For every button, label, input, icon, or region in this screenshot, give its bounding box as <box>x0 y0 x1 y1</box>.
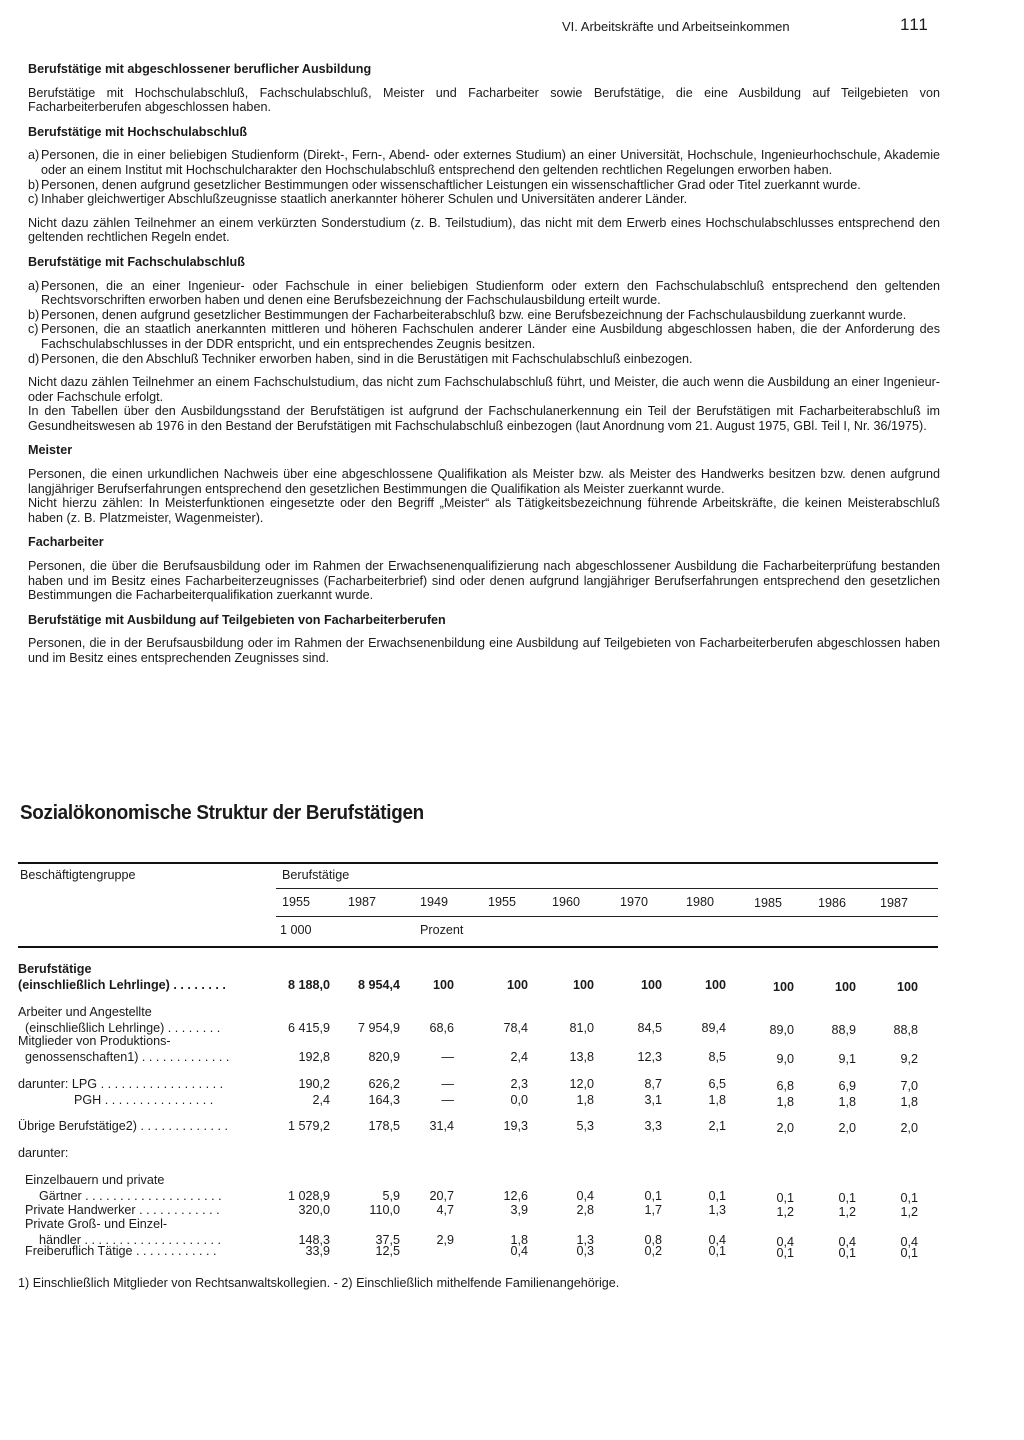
table-cell: 1,2 <box>900 1205 918 1219</box>
table-cell: 8 954,4 <box>357 978 400 992</box>
table-cell: 78,4 <box>503 1021 528 1035</box>
table-cell: 100 <box>432 978 454 992</box>
table-cell: 0,4 <box>510 1244 528 1258</box>
table-cell: 88,9 <box>831 1023 856 1037</box>
table-cell: 13,8 <box>569 1050 594 1064</box>
row-label: (einschließlich Lehrlinge) . . . . . . . . <box>18 1021 221 1035</box>
list-item-text: Personen, die den Abschluß Techniker erworben haben, sind in die Berustätigen mit Fachschulabschluß einbezogen. <box>41 351 693 366</box>
table-cell: 1,8 <box>708 1093 726 1107</box>
year-header: 1955 <box>488 895 517 909</box>
table-cell: 1,3 <box>708 1203 726 1217</box>
table-cell: 0,4 <box>576 1189 594 1203</box>
table-cell: 0,1 <box>838 1246 856 1260</box>
table-cell: 2,9 <box>436 1233 454 1247</box>
list-item <box>28 178 940 193</box>
table-cell: 3,3 <box>644 1119 662 1133</box>
table-cell: 3,1 <box>644 1093 662 1107</box>
section-text: Personen, die einen urkundlichen Nachweis über eine abgeschlossene Qualifikation als Meister bzw. als Meister des Handwerks besitzen bzw. denen aufgrund langjähriger Berufserfahrungen entsprechend den gesetzlichen Bestimmungen die Qualifikation als Meister zuerkannt wurde. <box>28 467 940 496</box>
row-label: genossenschaften1) . . . . . . . . . . . . . <box>18 1050 230 1064</box>
table-cell: 0,1 <box>644 1189 662 1203</box>
table-cell: 110,0 <box>369 1203 400 1217</box>
table-cell: 6,8 <box>776 1079 794 1093</box>
section-title: Berufstätige mit Fachschulabschluß <box>28 254 245 269</box>
table-cell: 0,3 <box>576 1244 594 1258</box>
section-teilgebiete <box>28 613 940 666</box>
table-cell: 6,5 <box>708 1077 726 1091</box>
row-label: darunter: LPG . . . . . . . . . . . . . . . . . . <box>18 1077 224 1091</box>
table-cell: 0,1 <box>708 1189 726 1203</box>
table-cell: 1 579,2 <box>287 1119 330 1133</box>
table-footnote: 1) Einschließlich Mitglieder von Rechtsanwaltskollegien. - 2) Einschließlich mithelfende Familienangehörige. <box>18 1276 620 1290</box>
table-cell: 0,8 <box>644 1233 662 1247</box>
table-cell: 89,0 <box>769 1023 794 1037</box>
table-cell: 12,0 <box>569 1077 594 1091</box>
section-text: Berufstätige mit Hochschulabschluß, Fachschulabschluß, Meister und Facharbeiter sowie Berufstätige, die eine Ausbildung auf Teilgebieten von Facharbeiterberufen abgeschlossen haben. <box>28 85 940 115</box>
table-cell: 2,0 <box>776 1121 794 1135</box>
table-cell: 2,4 <box>510 1050 528 1064</box>
table-cell: 1 028,9 <box>287 1189 330 1203</box>
table-cell: 8,5 <box>708 1050 726 1064</box>
year-header: 1986 <box>818 896 847 910</box>
table-title: Sozialökonomische Struktur der Berufstätigen <box>20 801 424 824</box>
unit-percent: Prozent <box>420 923 464 937</box>
row-label: darunter: <box>18 1146 69 1160</box>
table-cell: 5,9 <box>382 1189 400 1203</box>
table-cell: 0,0 <box>510 1093 528 1107</box>
row-label: Private Groß- und Einzel- <box>18 1217 168 1231</box>
table-cell: 6 415,9 <box>287 1021 330 1035</box>
year-header: 1960 <box>552 895 581 909</box>
year-header: 1949 <box>420 895 449 909</box>
year-header: 1985 <box>754 896 783 910</box>
table-cell: 100 <box>834 980 856 994</box>
section-hochschule <box>28 125 940 245</box>
section-note: In den Tabellen über den Ausbildungsstand der Berufstätigen ist aufgrund der Fachschulanerkennung ein Teil der Berufstätigen mit Facharbeiterabschluß im Gesundheitswesen ab 1976 in den Bestand der Berufstätigen mit Fachschulabschluß einbezogen (laut Anordnung vom 21. August 1975, GBl. Teil I, Nr. 36/1975). <box>28 404 940 433</box>
table-cell: 81,0 <box>569 1021 594 1035</box>
table-cell: 12,3 <box>637 1050 662 1064</box>
list-marker: a) <box>28 148 40 163</box>
list-marker: c) <box>28 322 39 337</box>
section-facharbeiter <box>28 535 940 602</box>
header-bottom-rule <box>18 946 938 948</box>
year-header: 1987 <box>348 895 377 909</box>
table-cell: 100 <box>896 980 918 994</box>
row-label: Mitglieder von Produktions- <box>18 1034 171 1048</box>
table-cell: 1,8 <box>510 1233 528 1247</box>
header-rule <box>276 916 938 917</box>
table-cell: 100 <box>704 978 726 992</box>
header-rule <box>276 888 938 889</box>
table-cell: 164,3 <box>368 1093 400 1107</box>
section-meister <box>28 443 940 525</box>
table-cell: 12,6 <box>503 1189 528 1203</box>
section-fachschule <box>28 255 940 434</box>
table-cell: 2,1 <box>708 1119 726 1133</box>
table-cell: 820,9 <box>368 1050 400 1064</box>
table-cell: 3,9 <box>510 1203 528 1217</box>
section-text: Personen, die über die Berufsausbildung oder im Rahmen der Erwachsenenqualifizierung nach abgeschlossener Ausbildung die Facharbeiterprüfung bestanden haben und im Besitz eines Facharbeiterzeugnisses (Facharbeiterbrief) sind oder denen aufgrund langjähriger Berufserfahrungen entsprechend den gesetzlichen Bestimmungen die Facharbeiterqualifikation zuerkannt wurde. <box>28 559 940 603</box>
list-marker: d) <box>28 351 40 366</box>
list-marker: b) <box>28 177 40 192</box>
table-cell: 1,2 <box>838 1205 856 1219</box>
table-cell: 9,2 <box>900 1052 918 1066</box>
table-cell: 1,2 <box>776 1205 794 1219</box>
list-marker: b) <box>28 307 40 322</box>
table-cell: 4,7 <box>436 1203 454 1217</box>
table-cell: 100 <box>506 978 528 992</box>
section-title: Berufstätige mit Hochschulabschluß <box>28 124 248 139</box>
list-item-text: Inhaber gleichwertiger Abschlußzeugnisse staatlich anerkannter höherer Schulen und Universitäten anderer Länder. <box>41 192 688 207</box>
list-marker: c) <box>28 192 39 207</box>
section-title: Meister <box>28 443 73 458</box>
table-cell: 8 188,0 <box>287 978 330 992</box>
page-number: 111 <box>900 15 929 34</box>
list-item-text: Personen, denen aufgrund gesetzlicher Bestimmungen oder wissenschaftlicher Leistungen ein wissenschaftlicher Grad oder Titel zuerkannt wurde. <box>41 177 861 192</box>
row-label: Arbeiter und Angestellte <box>18 1005 152 1019</box>
year-header: 1980 <box>686 895 715 909</box>
running-title: VI. Arbeitskräfte und Arbeitseinkommen <box>562 19 790 34</box>
definition-list <box>28 148 940 206</box>
table-cell: 1,3 <box>576 1233 594 1247</box>
table-cell: 100 <box>772 980 794 994</box>
section-note: Nicht dazu zählen Teilnehmer an einem verkürzten Sonderstudium (z. B. Teilstudium), das nicht mit dem Erwerb eines Hochschulabschlusses entsprechend den geltenden rechtlichen Regeln endet. <box>28 215 940 245</box>
table-cell: — <box>441 1093 454 1107</box>
table-cell: 100 <box>640 978 662 992</box>
table-cell: 2,4 <box>312 1093 330 1107</box>
table-cell: 0,4 <box>708 1233 726 1247</box>
table-cell: 20,7 <box>429 1189 454 1203</box>
table-cell: 37,5 <box>375 1233 400 1247</box>
row-label: Private Handwerker . . . . . . . . . . . . <box>18 1203 220 1217</box>
table-cell: 2,0 <box>838 1121 856 1135</box>
table-cell: 89,4 <box>701 1021 726 1035</box>
row-label: Einzelbauern und private <box>18 1173 165 1187</box>
definitions-content <box>28 62 940 676</box>
list-item <box>28 192 940 207</box>
table-cell: 0,1 <box>708 1244 726 1258</box>
table-cell: 33,9 <box>305 1244 330 1258</box>
table-top-rule <box>18 862 938 864</box>
table-cell: 0,1 <box>776 1191 794 1205</box>
table-cell: 626,2 <box>368 1077 400 1091</box>
table-cell: 1,7 <box>644 1203 662 1217</box>
table-cell: 100 <box>572 978 594 992</box>
unit-thousand: 1 000 <box>280 923 312 937</box>
table-cell: — <box>441 1050 454 1064</box>
table-cell: 0,4 <box>900 1235 918 1249</box>
table-cell: 148,3 <box>298 1233 330 1247</box>
table-cell: 8,7 <box>644 1077 662 1091</box>
definition-list <box>28 279 940 367</box>
table-cell: 6,9 <box>838 1079 856 1093</box>
table-cell: 9,1 <box>838 1052 856 1066</box>
row-label: Freiberuflich Tätige . . . . . . . . . . . . <box>18 1244 217 1258</box>
list-item-text: Personen, denen aufgrund gesetzlicher Bestimmungen der Facharbeiterabschluß bzw. eine Berufsbezeichnung der Fachschulausbildung zuerkannt wurde. <box>41 307 907 322</box>
row-label: Berufstätige <box>18 962 92 976</box>
table-cell: 19,3 <box>503 1119 528 1133</box>
table-cell: — <box>441 1077 454 1091</box>
list-item <box>28 352 940 367</box>
row-label: Übrige Berufstätige2) . . . . . . . . . . . . . <box>18 1119 228 1133</box>
section-note: Nicht dazu zählen Teilnehmer an einem Fachschulstudium, das nicht zum Fachschulabschluß führt, und Meister, die auch wenn die Ausbildung an einer Ingenieur- oder Fachschule erfolgt. <box>28 375 940 404</box>
column-header-group: Beschäftigtengruppe <box>20 868 136 882</box>
list-item-text: Personen, die an einer Ingenieur- oder Fachschule in einer beliebigen Studienform oder extern den Fachschulabschluß entsprechend den geltenden Rechtsvorschriften erworben haben und denen eine Berufsbezeichnung der Fachschulausbildung erteilt wurde. <box>41 278 940 308</box>
table-cell: 0,2 <box>644 1244 662 1258</box>
list-item-text: Personen, die an staatlich anerkannten mittleren und höheren Fachschulen anderer Länder eine Ausbildung abgeschlossen haben, die der Anforderung des Fachschulabschlusses in der DDR entspricht, und ein entsprechendes Zeugnis besitzen. <box>41 322 940 351</box>
list-marker: a) <box>28 278 40 293</box>
year-header: 1987 <box>880 896 909 910</box>
section-abgeschlossen <box>28 62 940 115</box>
table-cell: 9,0 <box>776 1052 794 1066</box>
section-title: Berufstätige mit abgeschlossener beruflicher Ausbildung <box>28 62 372 76</box>
section-title: Facharbeiter <box>28 535 104 550</box>
section-text: Personen, die in der Berufsausbildung oder im Rahmen der Erwachsenenbildung eine Ausbildung auf Teilgebieten von Facharbeiterberufen abgeschlossen haben und im Besitz eines entsprechenden Zeugnisses sind. <box>28 636 940 665</box>
year-header: 1970 <box>620 895 649 909</box>
table-cell: 2,3 <box>510 1077 528 1091</box>
table-cell: 0,1 <box>900 1191 918 1205</box>
table-cell: 1,8 <box>838 1095 856 1109</box>
section-text: Nicht hierzu zählen: In Meisterfunktionen eingesetzte oder den Begriff „Meister“ als Tätigkeitsbezeichnung führende Arbeitskräfte, die keinen Meisterabschluß haben (z. B. Platzmeister, Wagenmeister). <box>28 496 940 525</box>
row-label: (einschließlich Lehrlinge) . . . . . . . . <box>18 978 226 992</box>
table-cell: 192,8 <box>298 1050 330 1064</box>
row-label: PGH . . . . . . . . . . . . . . . . <box>18 1093 214 1107</box>
list-item <box>28 322 940 351</box>
table-cell: 2,8 <box>576 1203 594 1217</box>
table-cell: 5,3 <box>576 1119 594 1133</box>
table-cell: 320,0 <box>298 1203 330 1217</box>
list-item-text: Personen, die in einer beliebigen Studienform (Direkt-, Fern-, Abend- oder externes Studium) an einer Universität, Hochschule, Ingenieurhochschule, Akademie oder an einem Institut mit Hochschulcharakter den Hochschulabschluß entsprechend den geltenden rechtlichen Regelungen erworben haben. <box>41 148 940 177</box>
table-cell: 1,8 <box>900 1095 918 1109</box>
table-cell: 1,8 <box>776 1095 794 1109</box>
table-cell: 2,0 <box>900 1121 918 1135</box>
row-label: händler . . . . . . . . . . . . . . . . . . . . <box>18 1233 221 1247</box>
year-header: 1955 <box>282 895 311 909</box>
table-cell: 0,4 <box>838 1235 856 1249</box>
table-cell: 7,0 <box>900 1079 918 1093</box>
table-cell: 0,4 <box>776 1235 794 1249</box>
table-cell: 190,2 <box>298 1077 330 1091</box>
list-item <box>28 308 940 323</box>
table-cell: 178,5 <box>368 1119 400 1133</box>
table-cell: 0,1 <box>900 1246 918 1260</box>
table-cell: 7 954,9 <box>357 1021 400 1035</box>
section-title: Berufstätige mit Ausbildung auf Teilgebieten von Facharbeiterberufen <box>28 612 446 627</box>
running-header <box>0 15 1024 38</box>
table-cell: 68,6 <box>429 1021 454 1035</box>
table-cell: 12,5 <box>375 1244 400 1258</box>
list-item <box>28 279 940 308</box>
table-cell: 88,8 <box>893 1023 918 1037</box>
table-cell: 1,8 <box>576 1093 594 1107</box>
list-item <box>28 148 940 177</box>
table-cell: 0,1 <box>776 1246 794 1260</box>
row-label: Gärtner . . . . . . . . . . . . . . . . . . . . <box>18 1189 222 1203</box>
table-cell: 31,4 <box>429 1119 454 1133</box>
column-header-berufstaetige: Berufstätige <box>282 868 350 882</box>
table-cell: 84,5 <box>637 1021 662 1035</box>
table-cell: 0,1 <box>838 1191 856 1205</box>
